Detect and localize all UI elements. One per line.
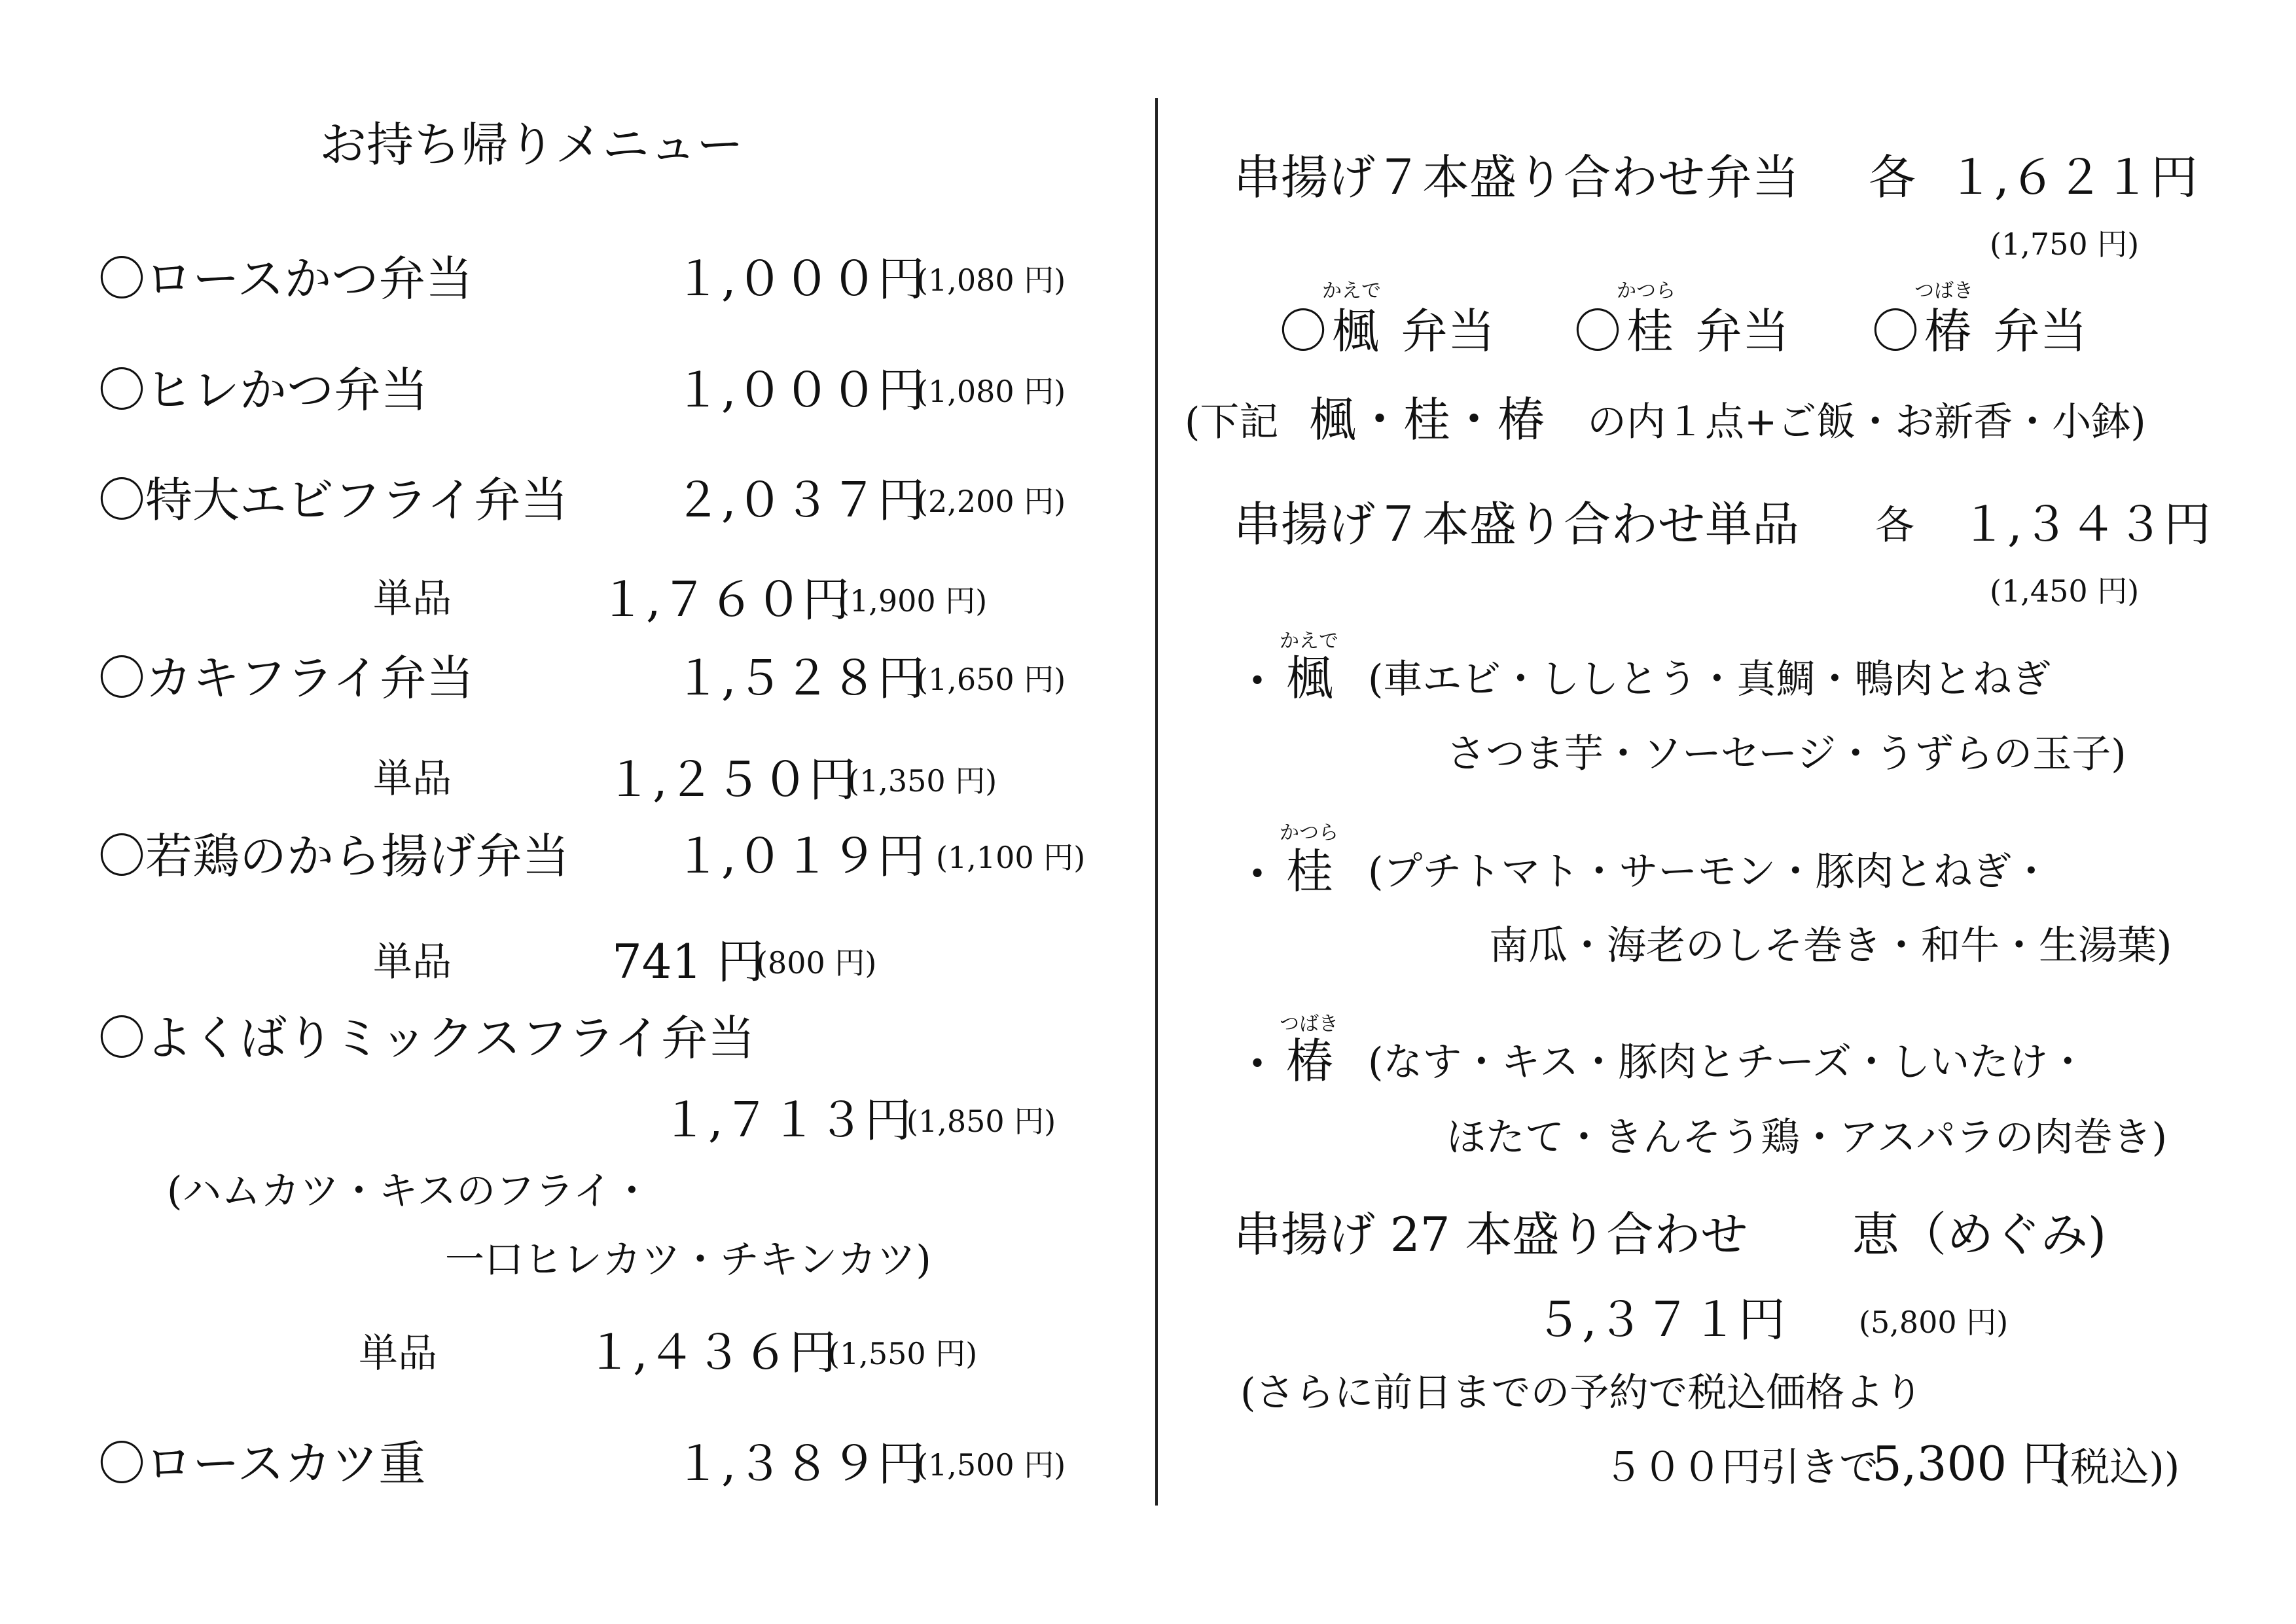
kaede-line2: さつま芋・ソーセージ・うずらの玉子) (1446, 731, 2126, 777)
item-subtitle: 恵（めぐみ) (1852, 1207, 2107, 1262)
bullet: ・ (1234, 847, 1282, 902)
note-names: 楓・桂・椿 (1309, 392, 1545, 447)
choice-ruby: つばき (1914, 280, 1973, 302)
discount-tax-note: (税込)) (2055, 1445, 2180, 1490)
item-price: １,２５０円 (605, 752, 856, 807)
item-name: 〇ヒレかつ弁当 (98, 363, 429, 418)
item-name: 〇特大エビフライ弁当 (98, 473, 568, 528)
each-label: 各 (1875, 503, 1914, 549)
item-tax-price: (1,650 円) (916, 662, 1066, 697)
item-tax-price: (1,080 円) (916, 262, 1066, 298)
item-price: ２,０３７円 (674, 473, 925, 528)
katsura-line1: (プチトマト・サーモン・豚肉とねぎ・ (1368, 849, 2051, 895)
item-name: 〇よくばりミックスフライ弁当 (98, 1011, 755, 1066)
item-name: 〇ロースカツ重 (98, 1436, 426, 1491)
single-label: 単品 (359, 1331, 437, 1377)
item-tax-price: (1,450 円) (1990, 573, 2140, 609)
choice-kanji: 椿 (1924, 304, 1972, 359)
item-price: １,６２１円 (1947, 150, 2198, 205)
choice-ruby: かつら (1617, 280, 1676, 302)
kaede-line1: (車エビ・ししとう・真鯛・鴨肉とねぎ (1368, 657, 2051, 702)
item-name: 串揚げ７本盛り合わせ弁当 (1234, 150, 1800, 205)
tsubaki-line1: (なす・キス・豚肉とチーズ・しいたけ・ (1368, 1039, 2088, 1085)
choice-mark: 〇 (1574, 304, 1622, 359)
reservation-note: (さらに前日までの予約で税込価格より (1240, 1370, 1924, 1416)
choice-suffix: 弁当 (1993, 304, 2088, 359)
item-price: １,７６０円 (599, 572, 850, 627)
item-name: 〇若鶏のから揚げ弁当 (98, 829, 570, 884)
page-title: お持ち帰りメニュー (319, 117, 744, 172)
bullet: ・ (1234, 1037, 1282, 1092)
item-tax-price: (1,550 円) (828, 1336, 978, 1371)
item-description: (ハムカツ・キスのフライ・ (167, 1168, 652, 1214)
choice-suffix: 弁当 (1401, 304, 1496, 359)
katsura-kanji: 桂 (1286, 844, 1334, 899)
item-tax-price: (1,080 円) (916, 374, 1066, 409)
katsura-ruby: かつら (1280, 821, 1338, 844)
column-divider (1155, 98, 1158, 1506)
kaede-kanji: 楓 (1286, 651, 1334, 706)
note-prefix: (下記 (1185, 399, 1279, 445)
item-price: １,７１３円 (661, 1092, 912, 1147)
discount-text: ５００円引きで (1604, 1445, 1878, 1490)
single-label: 単品 (373, 576, 452, 622)
item-price: １,５２８円 (674, 651, 925, 706)
item-tax-price: (5,800 円) (1859, 1305, 2009, 1340)
item-name: 〇ロースかつ弁当 (98, 251, 473, 306)
katsura-line2: 南瓜・海老のしそ巻き・和牛・生湯葉) (1489, 923, 2172, 969)
tsubaki-ruby: つばき (1280, 1013, 1338, 1036)
item-name: 串揚げ７本盛り合わせ単品 (1234, 497, 1800, 552)
discount-price: 5,300 円 (1872, 1436, 2070, 1491)
choice-mark: 〇 (1872, 304, 1920, 359)
item-price: １,０００円 (674, 251, 925, 306)
choice-mark: 〇 (1280, 304, 1327, 359)
tsubaki-kanji: 椿 (1286, 1034, 1334, 1089)
single-label: 単品 (373, 939, 452, 985)
item-price: １,３４３円 (1960, 497, 2211, 552)
item-price: １,４３６円 (586, 1325, 836, 1380)
item-tax-price: (800 円) (756, 945, 877, 981)
item-tax-price: (1,350 円) (848, 763, 997, 799)
item-description: 一口ヒレカツ・チキンカツ) (445, 1237, 931, 1283)
choice-kanji: 楓 (1332, 304, 1380, 359)
kaede-ruby: かえで (1280, 630, 1338, 653)
choice-kanji: 桂 (1626, 304, 1674, 359)
item-tax-price: (1,750 円) (1990, 226, 2140, 262)
choice-suffix: 弁当 (1695, 304, 1790, 359)
item-price: １,０１９円 (674, 829, 925, 884)
item-tax-price: (1,100 円) (936, 840, 1086, 875)
item-price: 741 円 (612, 934, 764, 989)
item-tax-price: (1,900 円) (838, 583, 988, 619)
item-tax-price: (2,200 円) (916, 484, 1066, 519)
item-price: ５,３７１円 (1535, 1292, 1785, 1347)
item-name: 串揚げ 27 本盛り合わせ (1234, 1207, 1748, 1262)
note-suffix: の内１点+ご飯・お新香・小鉢) (1587, 399, 2146, 445)
item-tax-price: (1,850 円) (906, 1104, 1056, 1139)
choice-ruby: かえで (1322, 280, 1381, 302)
tsubaki-line2: ほたて・きんそう鶏・アスパラの肉巻き) (1446, 1115, 2168, 1161)
bullet: ・ (1234, 654, 1282, 709)
item-price: １,３８９円 (674, 1436, 925, 1491)
each-label: 各 (1869, 150, 1916, 205)
item-price: １,０００円 (674, 363, 925, 418)
item-name: 〇カキフライ弁当 (98, 651, 474, 706)
item-tax-price: (1,500 円) (916, 1447, 1066, 1483)
single-label: 単品 (373, 756, 452, 802)
